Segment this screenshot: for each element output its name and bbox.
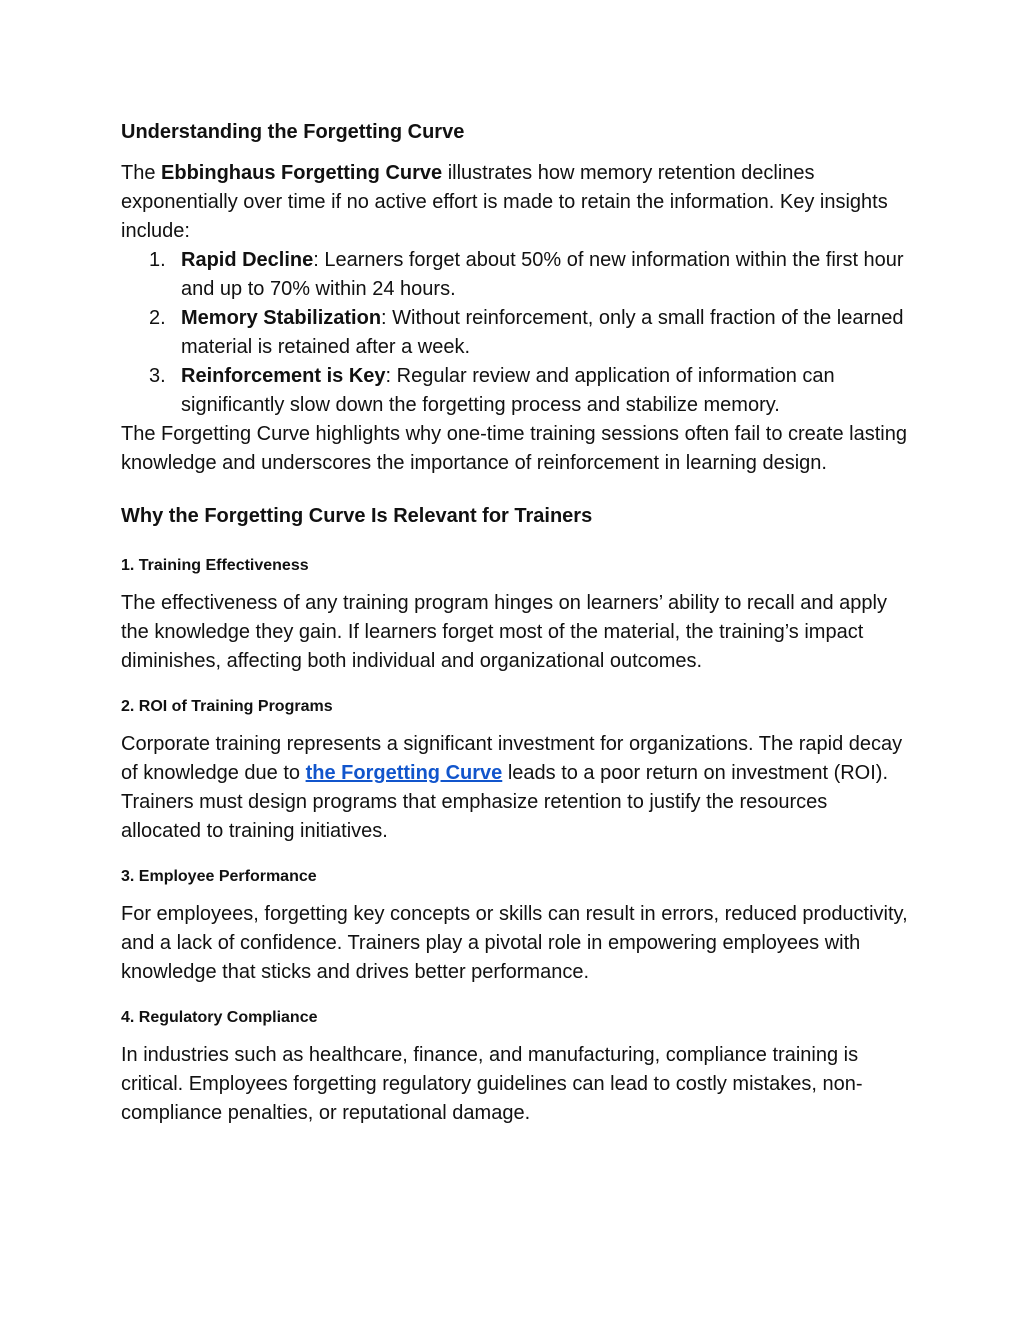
list-item-text: : Without reinforcement, only a small fraction of the learned material is retained after a week. xyxy=(181,307,904,358)
list-item-title: Memory Stabilization xyxy=(181,307,382,329)
list-item xyxy=(121,246,911,304)
list-number: 3. xyxy=(149,365,166,387)
subheading-training-effectiveness: 1. Training Effectiveness xyxy=(121,557,309,574)
paragraph-training-effectiveness: The effectiveness of any training program hinges on learners’ ability to recall and apply the knowledge they gain. If learners forget most of the material, the training’s impact diminishes, affecting both individual and organizational outcomes. xyxy=(121,592,887,672)
subheading-regulatory-compliance: 4. Regulatory Compliance xyxy=(121,1009,318,1026)
intro-bold-term: Ebbinghaus Forgetting Curve xyxy=(161,162,443,184)
list-item xyxy=(121,304,911,362)
section-heading-understanding: Understanding the Forgetting Curve xyxy=(121,121,465,143)
list-item-text: : Regular review and application of information can significantly slow down the forgetting process and stabilize memory. xyxy=(181,365,835,416)
list-item xyxy=(121,362,911,420)
subheading-roi: 2. ROI of Training Programs xyxy=(121,698,333,715)
document-page xyxy=(121,118,911,1128)
list-item-text: : Learners forget about 50% of new information within the first hour and up to 70% within 24 hours. xyxy=(181,249,904,300)
insights-list xyxy=(121,246,911,420)
intro-suffix: illustrates how memory retention declines exponentially over time if no active effort is made to retain the information. Key insights include: xyxy=(121,162,888,242)
list-item-title: Rapid Decline xyxy=(181,249,314,271)
conclusion-paragraph: The Forgetting Curve highlights why one-time training sessions often fail to create lasting knowledge and underscores the importance of reinforcement in learning design. xyxy=(121,423,907,474)
paragraph-regulatory-compliance: In industries such as healthcare, finance, and manufacturing, compliance training is critical. Employees forgetting regulatory guidelines can lead to costly mistakes, non-compliance penalties, or reputational damage. xyxy=(121,1044,863,1124)
section-heading-relevance: Why the Forgetting Curve Is Relevant for Trainers xyxy=(121,505,593,527)
paragraph-employee-performance: For employees, forgetting key concepts or skills can result in errors, reduced productivity, and a lack of confidence. Trainers play a pivotal role in empowering employees with knowledge that sticks and drives better performance. xyxy=(121,903,908,983)
paragraph-roi xyxy=(121,730,911,846)
list-number: 1. xyxy=(149,249,166,271)
list-number: 2. xyxy=(149,307,166,329)
intro-prefix: The xyxy=(121,162,162,184)
list-item-title: Reinforcement is Key xyxy=(181,365,386,387)
intro-paragraph xyxy=(121,159,911,246)
forgetting-curve-link[interactable]: the Forgetting Curve xyxy=(305,762,503,784)
subheading-employee-performance: 3. Employee Performance xyxy=(121,868,317,885)
roi-text-suffix: leads to a poor return on investment (ROI). Trainers must design programs that emphasize retention to justify the resources allocated to training initiatives. xyxy=(121,762,888,842)
roi-text-prefix: Corporate training represents a significant investment for organizations. The rapid decay of knowledge due to xyxy=(121,733,903,784)
